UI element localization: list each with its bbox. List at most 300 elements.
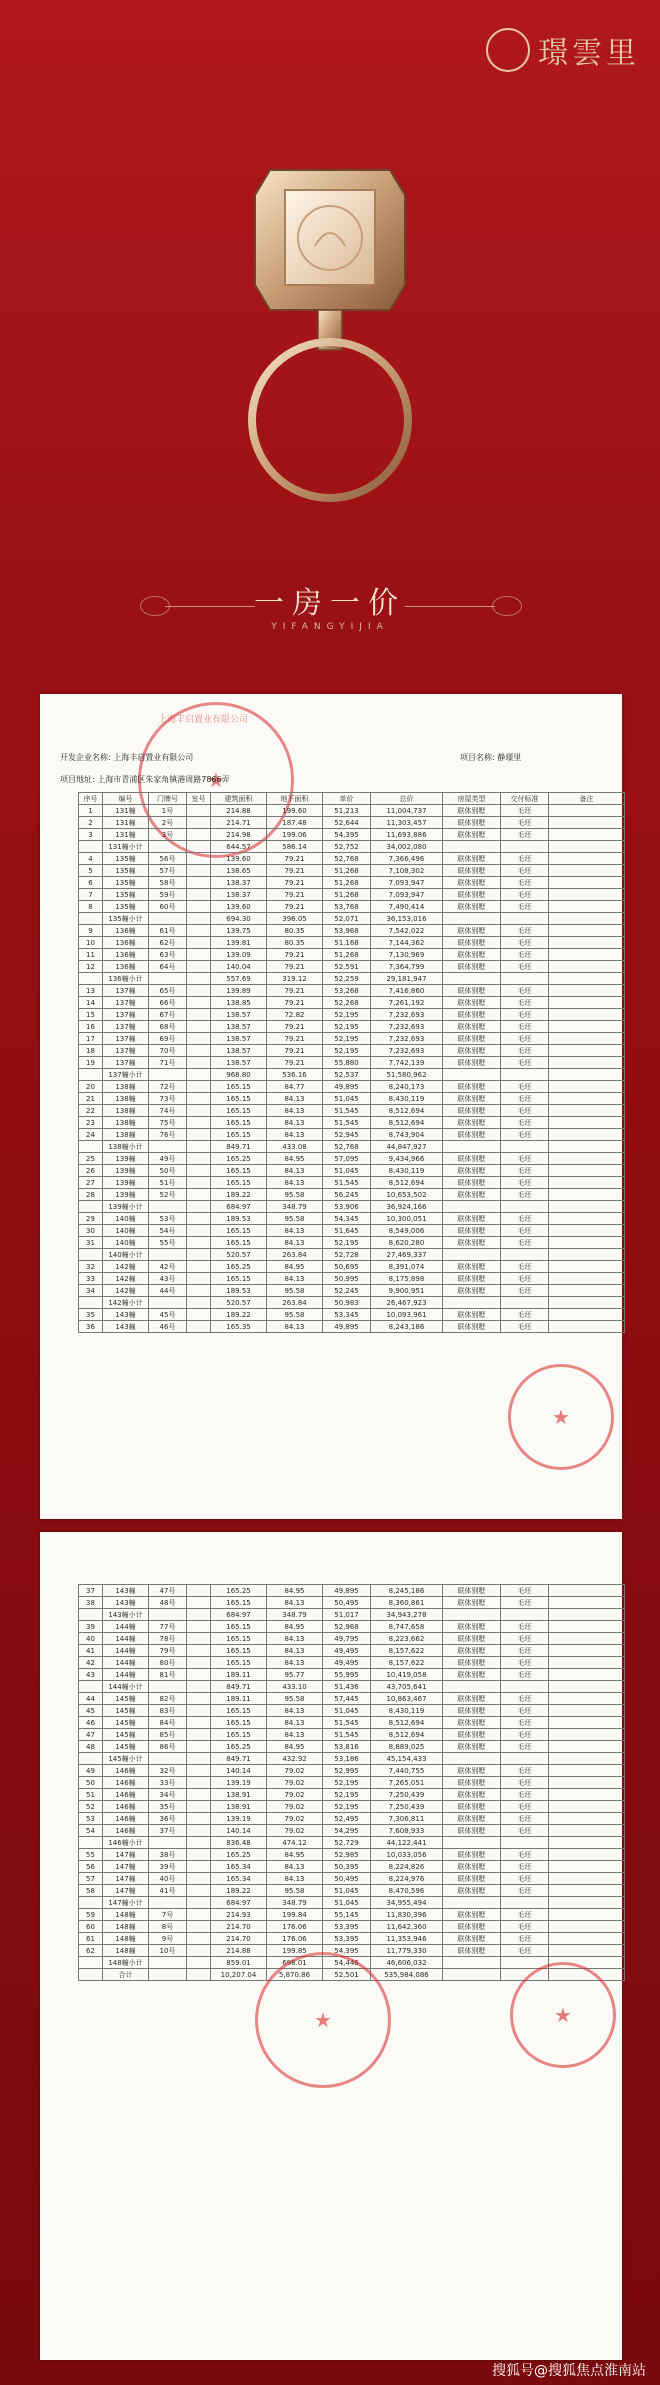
table-cell: 79.21 [267,1045,323,1057]
table-cell: 52,071 [323,913,371,925]
table-cell: 8,430,119 [371,1093,443,1105]
table-cell: 7,366,496 [371,853,443,865]
table-cell [549,1117,625,1129]
table-cell: 79.02 [267,1777,323,1789]
table-cell: 79.21 [267,1021,323,1033]
table-cell: 毛坯 [501,1777,549,1789]
table-cell: 37号 [149,1825,187,1837]
table-cell: 79.21 [267,961,323,973]
table-cell: 毛坯 [501,1633,549,1645]
table-cell: 54,395 [323,829,371,841]
table-cell: 联体别墅 [443,1657,501,1669]
table-cell: 联体别墅 [443,1153,501,1165]
table-cell [187,1897,211,1909]
table-cell: 44号 [149,1285,187,1297]
table-row [79,1597,625,1609]
table-cell: 51,017 [323,1609,371,1621]
table-cell: 36,924,166 [371,1201,443,1213]
table-cell [187,1837,211,1849]
table-cell: 176.06 [267,1921,323,1933]
table-cell: 10,207.04 [211,1969,267,1981]
table-cell: 165.25 [211,1261,267,1273]
table-cell: 21 [79,1093,103,1105]
table-cell: 138.57 [211,1057,267,1069]
table-cell [549,865,625,877]
table-cell: 8,549,006 [371,1225,443,1237]
table-cell: 139幢 [103,1189,149,1201]
table-cell [549,1813,625,1825]
table-cell: 49,895 [323,1585,371,1597]
table-cell [79,973,103,985]
table-cell: 7,440,755 [371,1765,443,1777]
table-cell: 毛坯 [501,1261,549,1273]
table-cell: 52,537 [323,1069,371,1081]
table-cell: 毛坯 [501,1729,549,1741]
table-cell [187,1321,211,1333]
table-cell [443,1201,501,1213]
table-cell: 毛坯 [501,1909,549,1921]
table-cell: 84.13 [267,1105,323,1117]
table-cell: 联体别墅 [443,1909,501,1921]
table-cell: 146幢 [103,1765,149,1777]
table-cell: 968.80 [211,1069,267,1081]
table-cell [187,1669,211,1681]
table-cell: 合计 [103,1969,149,1981]
project-name-label: 项目名称: [460,753,495,762]
table-cell: 432.92 [267,1753,323,1765]
table-cell: 53,268 [323,985,371,997]
table-cell: 毛坯 [501,1177,549,1189]
subtotal-row [79,1897,625,1909]
table-cell: 79.21 [267,1033,323,1045]
table-cell: 79号 [149,1645,187,1657]
table-cell [79,1957,103,1969]
table-cell: 29,181,947 [371,973,443,985]
table-cell: 联体别墅 [443,1021,501,1033]
table-cell: 79.21 [267,901,323,913]
table-cell: 145幢 [103,1693,149,1705]
table-row [79,1633,625,1645]
subtotal-row [79,1753,625,1765]
table-cell: 644.57 [211,841,267,853]
table-cell [187,1681,211,1693]
table-cell: 80.35 [267,937,323,949]
table-cell: 1 [79,805,103,817]
table-cell: 52,945 [323,1129,371,1141]
table-cell: 47号 [149,1585,187,1597]
table-cell: 79.21 [267,997,323,1009]
table-cell [443,841,501,853]
table-cell: 毛坯 [501,1645,549,1657]
table-cell: 199.06 [267,829,323,841]
subtotal-row [79,1249,625,1261]
table-cell: 毛坯 [501,1273,549,1285]
table-cell: 49,795 [323,1633,371,1645]
table-cell [549,949,625,961]
table-cell: 135幢 [103,865,149,877]
table-cell: 51,045 [323,1705,371,1717]
table-cell: 48号 [149,1597,187,1609]
subtotal-row [79,1201,625,1213]
table-cell: 139幢小计 [103,1201,149,1213]
table-cell: 214.71 [211,817,267,829]
column-header: 房屋类型 [443,793,501,805]
table-cell: 51,268 [323,865,371,877]
table-cell [187,1765,211,1777]
table-row [79,877,625,889]
table-cell: 65号 [149,985,187,997]
table-header-row [79,793,625,805]
table-cell: 毛坯 [501,1825,549,1837]
table-cell: 165.15 [211,1717,267,1729]
table-cell: 52,195 [323,1045,371,1057]
table-cell: 8,512,694 [371,1729,443,1741]
table-cell: 毛坯 [501,817,549,829]
table-cell [187,1693,211,1705]
table-cell: 165.34 [211,1861,267,1873]
table-cell: 28 [79,1189,103,1201]
table-cell: 74号 [149,1105,187,1117]
table-cell: 11 [79,949,103,961]
table-cell: 189.22 [211,1885,267,1897]
table-cell: 84.13 [267,1321,323,1333]
table-cell: 7,261,192 [371,997,443,1009]
table-row [79,937,625,949]
table-cell: 214.98 [211,829,267,841]
table-cell: 13 [79,985,103,997]
table-cell: 56 [79,1861,103,1873]
table-cell: 81号 [149,1669,187,1681]
table-cell [187,865,211,877]
table-cell [443,1837,501,1849]
table-cell: 8,360,861 [371,1597,443,1609]
table-cell: 143幢小计 [103,1609,149,1621]
subtotal-row [79,1609,625,1621]
table-cell: 145幢 [103,1729,149,1741]
table-cell: 50,495 [323,1597,371,1609]
table-cell [549,1825,625,1837]
table-cell: 联体别墅 [443,1633,501,1645]
unit-price-table [78,792,625,1333]
table-cell: 4 [79,853,103,865]
table-cell: 849.71 [211,1681,267,1693]
table-row [79,949,625,961]
table-cell [501,913,549,925]
table-cell: 433.08 [267,1141,323,1153]
table-cell: 95.58 [267,1309,323,1321]
table-cell: 毛坯 [501,1873,549,1885]
table-cell [149,1609,187,1621]
table-cell [149,1069,187,1081]
table-cell: 53,816 [323,1741,371,1753]
table-cell: 35号 [149,1801,187,1813]
table-cell: 11,303,457 [371,817,443,829]
brand-name: 璟雲里 [538,36,640,71]
table-cell: 毛坯 [501,877,549,889]
table-cell: 684.97 [211,1609,267,1621]
table-row [79,1921,625,1933]
source-credit: 搜狐号@搜狐焦点淮南站 [492,2363,646,2379]
table-cell [549,901,625,913]
table-cell: 144幢 [103,1657,149,1669]
table-cell: 联体别墅 [443,949,501,961]
table-cell: 7,742,139 [371,1057,443,1069]
table-cell [187,1285,211,1297]
table-row [79,1849,625,1861]
table-row [79,1813,625,1825]
table-cell: 72号 [149,1081,187,1093]
table-cell: 70号 [149,1045,187,1057]
table-cell [501,1609,549,1621]
table-cell: 52,268 [323,997,371,1009]
table-cell: 11,830,396 [371,1909,443,1921]
table-cell: 52,195 [323,1789,371,1801]
table-cell: 51,213 [323,805,371,817]
table-cell [549,1753,625,1765]
table-cell [549,1621,625,1633]
table-row [79,1873,625,1885]
subtotal-row [79,1069,625,1081]
developer-info [60,752,193,763]
table-cell: 51,545 [323,1177,371,1189]
table-row [79,1693,625,1705]
table-cell: 51,045 [323,1165,371,1177]
table-cell: 毛坯 [501,1861,549,1873]
table-cell: 60 [79,1921,103,1933]
table-cell: 165.15 [211,1165,267,1177]
table-cell [549,1057,625,1069]
table-cell: 147幢 [103,1861,149,1873]
table-cell [549,1681,625,1693]
table-cell [187,1201,211,1213]
table-cell: 10号 [149,1945,187,1957]
table-cell: 84.13 [267,1177,323,1189]
table-cell: 50,395 [323,1861,371,1873]
table-cell [549,853,625,865]
table-cell [187,1129,211,1141]
table-cell: 联体别墅 [443,817,501,829]
table-cell: 7,265,051 [371,1777,443,1789]
table-cell: 520.57 [211,1297,267,1309]
subtotal-row [79,1681,625,1693]
table-row [79,1093,625,1105]
table-cell: 联体别墅 [443,1621,501,1633]
table-cell [501,1837,549,1849]
table-cell: 43 [79,1669,103,1681]
table-cell [549,1285,625,1297]
table-cell: 毛坯 [501,1057,549,1069]
table-cell: 联体别墅 [443,1945,501,1957]
table-cell: 53号 [149,1213,187,1225]
table-cell: 137幢 [103,1033,149,1045]
table-cell [79,1141,103,1153]
table-cell: 79.02 [267,1825,323,1837]
table-cell: 毛坯 [501,1081,549,1093]
table-cell: 7,093,947 [371,889,443,901]
table-cell: 165.25 [211,1849,267,1861]
table-cell [549,1693,625,1705]
table-cell: 146幢小计 [103,1837,149,1849]
table-cell [549,1081,625,1093]
table-cell [187,1105,211,1117]
table-cell: 24 [79,1129,103,1141]
table-cell [443,973,501,985]
table-cell: 165.15 [211,1633,267,1645]
table-cell: 49 [79,1765,103,1777]
table-cell: 51,045 [323,1897,371,1909]
table-cell: 165.15 [211,1105,267,1117]
table-cell: 76号 [149,1129,187,1141]
table-cell: 139.19 [211,1777,267,1789]
subtotal-row [79,1141,625,1153]
table-cell: 8,223,662 [371,1633,443,1645]
table-cell [549,1129,625,1141]
table-cell: 51,580,962 [371,1069,443,1081]
table-cell: 214.88 [211,1945,267,1957]
table-cell: 32号 [149,1765,187,1777]
table-cell: 138.37 [211,877,267,889]
table-cell: 57号 [149,865,187,877]
table-cell: 7号 [149,1909,187,1921]
table-cell: 联体别墅 [443,829,501,841]
table-row [79,1009,625,1021]
table-cell: 7,490,414 [371,901,443,913]
table-cell: 10,093,961 [371,1309,443,1321]
table-cell: 8号 [149,1921,187,1933]
table-cell: 毛坯 [501,1045,549,1057]
table-cell: 142幢 [103,1285,149,1297]
table-cell: 138幢 [103,1081,149,1093]
table-cell [187,1729,211,1741]
table-cell: 毛坯 [501,1021,549,1033]
table-cell [149,1753,187,1765]
table-cell: 毛坯 [501,1657,549,1669]
table-cell [187,1885,211,1897]
table-cell: 144幢 [103,1633,149,1645]
table-cell: 84.77 [267,1081,323,1093]
address-value: 上海市青浦区朱家角镇港周路7866弄 [97,775,230,784]
table-cell [79,1249,103,1261]
table-cell: 79.02 [267,1789,323,1801]
table-cell: 85号 [149,1729,187,1741]
table-cell: 139.19 [211,1813,267,1825]
table-cell [549,1921,625,1933]
table-cell: 52 [79,1801,103,1813]
table-row [79,1717,625,1729]
table-cell [549,829,625,841]
table-cell: 145幢 [103,1717,149,1729]
table-cell: 联体别墅 [443,937,501,949]
table-cell: 59号 [149,889,187,901]
table-cell [187,1753,211,1765]
table-cell: 联体别墅 [443,1165,501,1177]
table-cell [79,841,103,853]
table-cell: 7,232,693 [371,1033,443,1045]
table-cell: 57 [79,1873,103,1885]
table-cell: 毛坯 [501,1693,549,1705]
table-cell: 142幢 [103,1273,149,1285]
table-cell [149,1969,187,1981]
table-cell: 698.01 [267,1957,323,1969]
table-cell: 53,186 [323,1753,371,1765]
table-cell: 50,695 [323,1261,371,1273]
table-cell: 54号 [149,1225,187,1237]
table-row [79,1033,625,1045]
table-cell: 49,895 [323,1321,371,1333]
table-cell [501,1681,549,1693]
table-cell: 51 [79,1789,103,1801]
table-cell [149,1837,187,1849]
table-cell: 144幢小计 [103,1681,149,1693]
table-row [79,1729,625,1741]
table-cell: 联体别墅 [443,1585,501,1597]
table-cell: 毛坯 [501,1237,549,1249]
table-cell [187,1237,211,1249]
table-cell: 26 [79,1165,103,1177]
table-cell [549,1201,625,1213]
table-row [79,1825,625,1837]
table-cell: 138.85 [211,997,267,1009]
table-cell: 7,542,022 [371,925,443,937]
table-cell: 348.79 [267,1201,323,1213]
table-cell [187,1813,211,1825]
table-cell: 48 [79,1741,103,1753]
table-cell [549,1861,625,1873]
table-cell: 52,195 [323,1009,371,1021]
table-cell [79,1969,103,1981]
table-cell: 毛坯 [501,1225,549,1237]
table-cell [187,853,211,865]
project-name-info [460,752,521,763]
table-cell: 联体别墅 [443,853,501,865]
table-cell [549,1033,625,1045]
table-cell [149,841,187,853]
table-cell [549,1165,625,1177]
table-cell: 51,436 [323,1681,371,1693]
table-cell: 95.58 [267,1189,323,1201]
table-cell [549,1705,625,1717]
price-sheet-page-1 [40,694,622,1519]
table-cell: 146幢 [103,1801,149,1813]
table-cell: 36,153,016 [371,913,443,925]
table-cell [443,1753,501,1765]
table-cell: 54 [79,1825,103,1837]
table-cell: 165.35 [211,1321,267,1333]
table-cell: 143幢 [103,1321,149,1333]
table-cell: 毛坯 [501,1945,549,1957]
table-cell: 84.13 [267,1729,323,1741]
table-cell: 165.15 [211,1645,267,1657]
table-cell: 84号 [149,1717,187,1729]
table-cell: 联体别墅 [443,1117,501,1129]
table-row [79,865,625,877]
table-cell: 80号 [149,1657,187,1669]
table-cell: 145幢小计 [103,1753,149,1765]
table-cell: 84.13 [267,1273,323,1285]
table-cell: 7,416,860 [371,985,443,997]
table-cell: 49号 [149,1153,187,1165]
table-cell: 44,847,927 [371,1141,443,1153]
table-cell: 144幢 [103,1645,149,1657]
table-cell [187,877,211,889]
table-cell: 79.02 [267,1765,323,1777]
table-cell: 51号 [149,1177,187,1189]
table-cell: 137幢 [103,1045,149,1057]
table-cell: 联体别墅 [443,1645,501,1657]
table-cell: 147幢 [103,1849,149,1861]
table-cell: 40号 [149,1873,187,1885]
brand-logo [486,28,640,72]
